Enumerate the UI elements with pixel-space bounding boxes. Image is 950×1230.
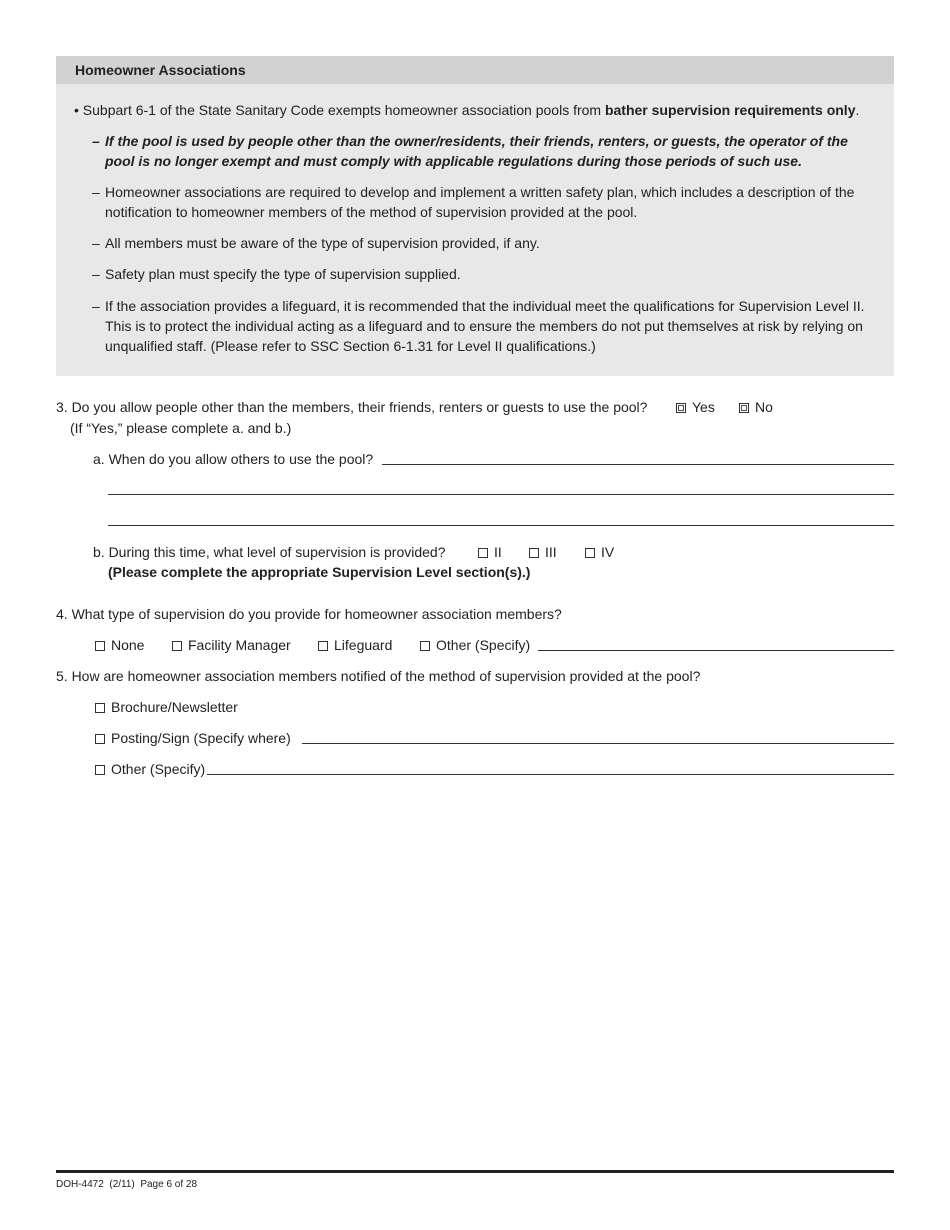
dash-item-plan-specify: – Safety plan must specify the type of supervision supplied. [92,266,461,282]
form-revision: (2/11) [109,1179,135,1190]
q3-note: (If “Yes,” please complete a. and b.) [70,420,292,436]
q5-brochure-checkbox[interactable] [95,703,105,713]
q4-other-option[interactable]: Other (Specify) [420,635,530,655]
q3a-answer-line-2[interactable] [108,494,894,495]
q4-facility-manager-option[interactable]: Facility Manager [172,635,291,655]
q4-lifeguard-checkbox[interactable] [318,641,328,651]
dash-item-exemption-lost: – If the pool is used by people other than the owner/residents, their friends, renters, or guests, the operator of the pool is no longer exempt and must comply with applicable regulations during those periods of such use. [92,133,848,169]
q3a-answer-line-3[interactable] [108,525,894,526]
q5-other-specify-line[interactable] [207,774,894,775]
q4-other-checkbox[interactable] [420,641,430,651]
q4-none-checkbox[interactable] [95,641,105,651]
q4-other-specify-line[interactable] [538,650,894,651]
q5-posting-option[interactable]: Posting/Sign (Specify where) [95,728,291,748]
level-iii-option[interactable]: III [529,542,557,562]
q3b-note: (Please complete the appropriate Supervision Level section(s).) [108,564,531,580]
q3a-answer-line-1[interactable] [382,464,894,465]
question-5: 5. How are homeowner association members notified of the method of supervision provided at the pool? [56,668,701,684]
q5-other-option[interactable]: Other (Specify) [95,759,205,779]
dash-item-safety-plan: – Homeowner associations are required to develop and implement a written safety plan, which includes a description of the notification to homeowner members of the method of supervision provided at the pool. [92,184,855,220]
q3-no-option[interactable]: No [739,397,773,417]
page-number: Page 6 of 28 [140,1179,198,1190]
q4-facility-manager-checkbox[interactable] [172,641,182,651]
dash-item-members-aware: – All members must be aware of the type of supervision provided, if any. [92,235,540,251]
homeowner-associations-panel [56,56,894,376]
q3a-label: a. When do you allow others to use the pool? [93,451,374,467]
level-ii-option[interactable]: II [478,542,502,562]
section-title: Homeowner Associations [56,56,894,84]
q5-other-checkbox[interactable] [95,765,105,775]
q3b-label: b. During this time, what level of supervision is provided? [93,544,446,560]
form-id: DOH-4472 [56,1179,104,1190]
bullet-bold-text: bather supervision requirements only [604,102,856,118]
bullet-text: Subpart 6-1 of the State Sanitary Code exempts homeowner association pools from [82,102,605,118]
question-3: 3. Do you allow people other than the members, their friends, renters or guests to use the pool? [56,399,648,415]
footer-rule [56,1170,894,1173]
page-footer [56,1178,197,1192]
q3-no-checkbox[interactable] [739,403,749,413]
q5-brochure-option[interactable]: Brochure/Newsletter [95,697,238,717]
q4-lifeguard-option[interactable]: Lifeguard [318,635,392,655]
q5-posting-specify-line[interactable] [302,743,894,744]
q5-posting-checkbox[interactable] [95,734,105,744]
dash-item-lifeguard: – If the association provides a lifeguard, it is recommended that the individual meet the qualifications for Supervision Level II. This is to protect the individual acting as a lifeguard and to ensure the members do not put themselves at risk by relying on unqualified staff. (Please refer to SSC Section 6-1.31 for Level II qualifications.) [92,298,865,354]
q3-yes-checkbox[interactable] [676,403,686,413]
level-iv-checkbox[interactable] [585,548,595,558]
exemption-bullet: • Subpart 6-1 of the State Sanitary Code exempts homeowner association pools from bather supervision requirements only. [74,102,860,118]
level-ii-checkbox[interactable] [478,548,488,558]
question-4: 4. What type of supervision do you provide for homeowner association members? [56,606,562,622]
q3-yes-option[interactable]: Yes [676,397,715,417]
level-iii-checkbox[interactable] [529,548,539,558]
q4-none-option[interactable]: None [95,635,144,655]
level-iv-option[interactable]: IV [585,542,614,562]
